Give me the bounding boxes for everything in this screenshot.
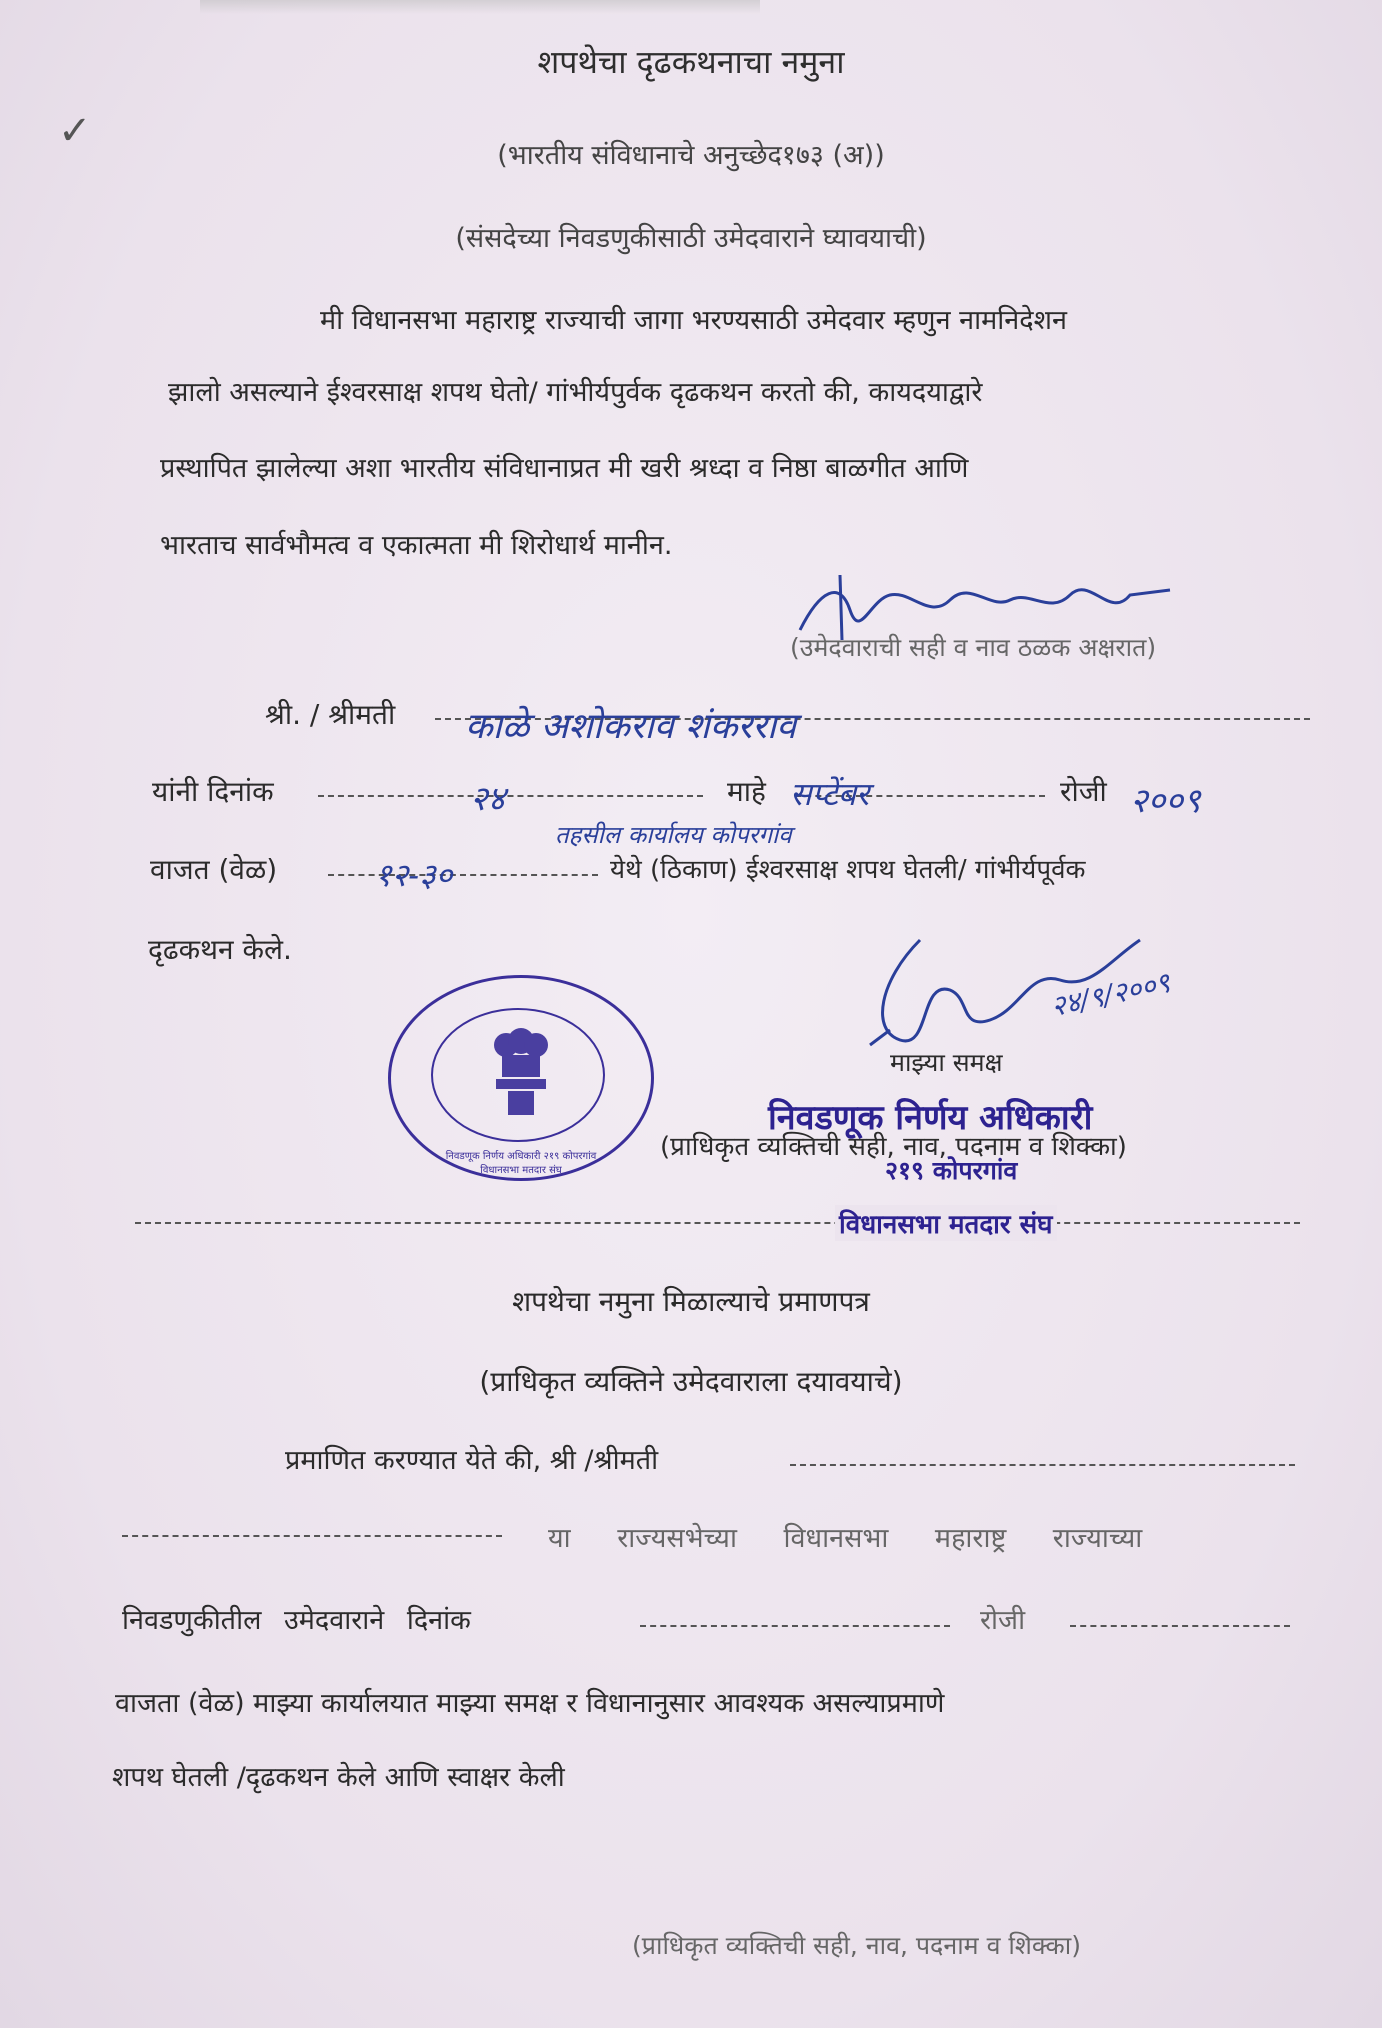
certificate-line-3b: रोजी (980, 1605, 1026, 1636)
date-value-handwritten: २४ (470, 779, 506, 819)
oath-line-2: झालो असल्याने ईश्वरसाक्ष शपथ घेतो/ गांभीर्यपुर्वक दृढकथन करतो की, कायदयाद्वारे (168, 377, 983, 408)
authority-caption: (प्राधिकृत व्यक्तिची सही, नाव, पदनाम व शिक्का) (660, 1132, 1127, 1162)
closing-text: दृढकथन केले. (148, 933, 292, 966)
certificate-line-3a: निवडणुकीतील उमेदवाराने दिनांक (122, 1605, 471, 1636)
month-value-handwritten: सप्टेंबर (790, 775, 870, 813)
certificate-line-2: या राज्यसभेच्या विधानसभा महाराष्ट्र राज्याच्या (548, 1523, 1143, 1554)
shri-label: श्री. / श्रीमती (265, 698, 396, 731)
oath-line-3: प्रस्थापित झालेल्या अशा भारतीय संविधानाप्रत मी खरी श्रध्दा व निष्ठा बाळगीत आणि (160, 453, 969, 484)
time-value-handwritten: १२-३० (375, 856, 453, 894)
in-presence-text: माझ्या समक्ष (890, 1048, 1003, 1077)
candidate-name-handwritten: काळे अशोकराव शंकरराव (465, 706, 797, 747)
official-seal (388, 975, 654, 1181)
time-dashed-line (328, 874, 598, 876)
stamp-constituency: २१९ कोपरगांव (885, 1156, 1018, 1185)
article-reference: (भारतीय संविधानाचे अनुच्छेद१७३ (अ)) (497, 140, 885, 171)
oath-line-1: मी विधानसभा महाराष्ट्र राज्याची जागा भरण्यसाठी उमेदवार म्हणुन नामनिदेशन (320, 305, 1067, 336)
certificate-name-dashed-line-2 (122, 1535, 502, 1537)
document-title: शपथेचा दृढकथनाचा नमुना (537, 43, 845, 81)
candidate-sign-caption: (उमेदवाराची सही व नाव ठळक अक्षरात) (790, 633, 1157, 662)
certificate-line-4: वाजता (वेळ) माझ्या कार्यालयात माझ्या समक्ष र विधानानुसार आवश्यक असल्याप्रमाणे (115, 1688, 945, 1719)
scan-smudge (200, 0, 760, 14)
certificate-day-dashed-line (1070, 1625, 1290, 1627)
check-mark-icon: ✓ (58, 108, 92, 154)
section-divider (135, 1222, 1300, 1224)
certificate-line-1: प्रमाणित करण्यात येते की, श्री /श्रीमती (285, 1445, 659, 1476)
signature-date-handwritten: २४/९/२००९ (1047, 965, 1174, 1024)
certificate-title: शपथेचा नमुना मिळाल्याचे प्रमाणपत्र (512, 1285, 870, 1318)
oath-line-4: भारताच सार्वभौमत्व व एकात्मता मी शिरोधार्थ मानीन. (160, 530, 673, 561)
certificate-footer-caption: (प्राधिकृत व्यक्तिची सही, नाव, पदनाम व शिक्का) (632, 1931, 1081, 1960)
seal-text: निवडणूक निर्णय अधिकारी २१९ कोपरगांव विधानसभा मतदार संघ (445, 1151, 597, 1176)
form-purpose: (संसदेच्या निवडणुकीसाठी उमेदवाराने घ्यावयाची) (455, 223, 927, 254)
emblem-icon (486, 1023, 556, 1123)
place-label: येथे (ठिकाण) ईश्वरसाक्ष शपथ घेतली/ गांभीर्यपूर्वक (610, 855, 1086, 885)
year-value-handwritten: २००९ (1130, 781, 1201, 821)
stamp-assembly: विधानसभा मतदार संघ (835, 1205, 1057, 1241)
date-dashed-line (318, 795, 703, 797)
certificate-subtitle: (प्राधिकृत व्यक्तिने उमेदवाराला दयावयाचे) (479, 1365, 903, 1398)
place-value-handwritten: तहसील कार्यालय कोपरगांव (555, 821, 792, 849)
certificate-date-dashed-line (640, 1625, 950, 1627)
day-label: रोजी (1060, 775, 1107, 808)
certificate-line-5: शपथ घेतली /दृढकथन केले आणि स्वाक्षर केली (112, 1762, 565, 1793)
date-label: यांनी दिनांक (152, 775, 274, 808)
stamp-officer-title: निवडणूक निर्णय अधिकारी (768, 1098, 1093, 1138)
time-label: वाजत (वेळ) (150, 853, 278, 886)
month-label: माहे (727, 775, 766, 808)
certificate-name-dashed-line (790, 1464, 1295, 1466)
